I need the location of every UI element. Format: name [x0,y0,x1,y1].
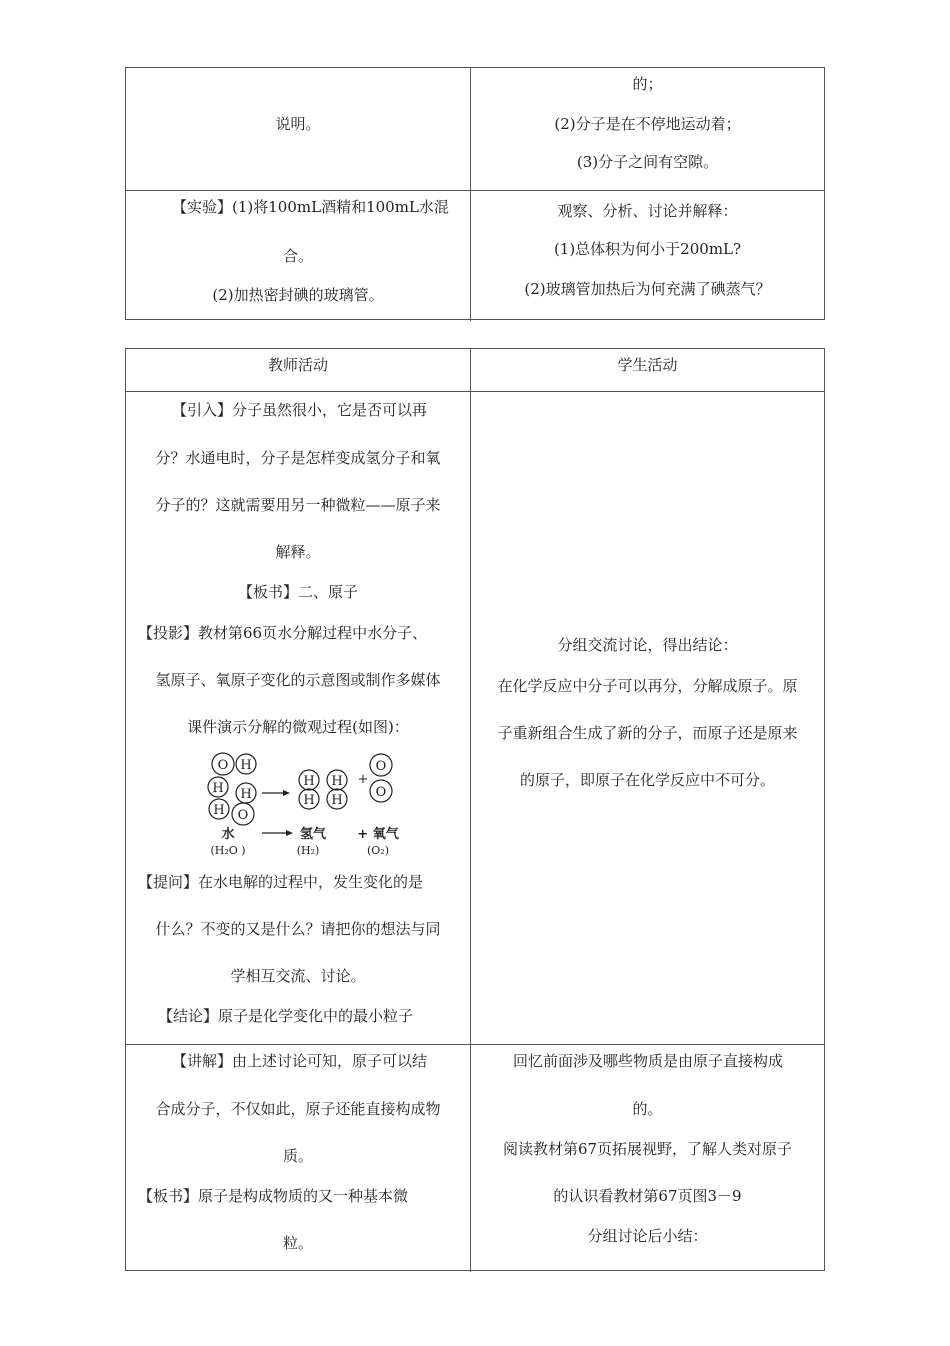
student-cell [471,191,824,321]
student-cell [471,1045,824,1272]
text-line: 【提问】在水电解的过程中，发生变化的是 [138,873,424,891]
plus-sign: + [357,772,369,787]
text-line: 的。 [632,1100,663,1118]
water-label: 水 [221,827,235,842]
table-bottom [125,348,825,1271]
teacher-cell [126,191,471,321]
table-row [126,391,824,1044]
text-line: 质。 [282,1147,313,1165]
atom-h-label: H [240,758,252,773]
water-formula: (H₂O ) [210,844,246,857]
text-line: (2)分子是在不停地运动着； [554,115,741,133]
atom-h-label: H [213,803,225,818]
text-line: 【板书】二、原子 [237,583,358,601]
text-line: 学相互交流、讨论。 [230,967,366,985]
teacher-cell [126,68,471,190]
student-cell [471,392,824,1044]
text-line: 【投影】教材第66页水分解过程中水分子、 [138,624,428,642]
atom-o-label: O [375,759,387,774]
student-cell [471,68,824,190]
table-top [125,67,825,320]
atom-h-label: H [303,774,315,789]
text-line: 的； [632,75,663,93]
text-line: 分组交流讨论，得出结论： [557,636,738,654]
text-line: 分组讨论后小结： [587,1227,708,1245]
teacher-cell [126,1045,471,1272]
text-line: 分子的？这就需要用另一种微粒——原子来 [155,496,441,514]
atom-o-label: O [217,758,229,773]
teacher-cell [126,392,471,1044]
text-line: 【结论】原子是化学变化中的最小粒子 [158,1007,414,1025]
text-line: 观察、分析、讨论并解释： [557,202,738,220]
text-line: 分？水通电时，分子是怎样变成氢分子和氧 [155,449,441,467]
text-line: 粒。 [282,1234,313,1252]
hydrogen-label: 氢气 [299,827,327,842]
column-header-teacher: 教师活动 [267,356,328,374]
text-line: 在化学反应中分子可以再分，分解成原子。原 [497,677,798,695]
text-line: 合成分子，不仅如此，原子还能直接构成物 [155,1100,441,1118]
text-line: 【板书】原子是构成物质的又一种基本微 [138,1187,409,1205]
text-line: 合。 [282,247,313,265]
header-cell [126,349,471,391]
text-line: 的认识看教材第67页图3－9 [553,1187,742,1205]
oxygen-label: + 氧气 [357,827,399,842]
text-line: (2)玻璃管加热后为何充满了碘蒸气？ [524,280,771,298]
atom-o-label: O [237,808,249,823]
text-line: 子重新组合生成了新的分子，而原子还是原来 [497,724,798,742]
text-line: 【引入】分子虽然很小，它是否可以再 [172,401,428,419]
table-row [126,1044,824,1272]
atom-h-label: H [331,793,343,808]
atom-o-label: O [375,785,387,800]
oxygen-formula: (O₂) [366,844,390,857]
table-row [126,68,824,190]
hydrogen-formula: (H₂) [296,844,320,857]
text-line: (1)总体积为何小于200mL? [553,240,742,258]
text-line: (2)加热密封碘的玻璃管。 [212,286,384,304]
text-line: 课件演示分解的微观过程(如图)： [187,718,409,736]
table-header-row [126,349,824,391]
text-line: 回忆前面涉及哪些物质是由原子直接构成 [513,1052,784,1070]
text-line: 氢原子、氧原子变化的示意图或制作多媒体 [155,671,441,689]
text-line: 的原子，即原子在化学反应中不可分。 [519,771,775,789]
atom-h-label: H [331,774,343,789]
text-line: 【讲解】由上述讨论可知，原子可以结 [172,1052,428,1070]
atom-h-label: H [212,781,224,796]
table-row [126,190,824,321]
text-line: (3)分子之间有空隙。 [576,153,719,171]
text-line: 阅读教材第67页拓展视野，了解人类对原子 [502,1140,793,1158]
atom-h-label: H [303,793,315,808]
atom-h-label: H [240,787,252,802]
text-line: 什么？不变的又是什么？请把你的想法与同 [155,920,441,938]
text-line: 【实验】(1)将100mL酒精和100mL水混 [172,198,449,216]
header-cell [471,349,824,391]
column-header-student: 学生活动 [617,356,678,374]
water-decomposition-diagram [206,750,406,865]
text-line: 说明。 [275,115,321,133]
text-line: 解释。 [275,543,321,561]
